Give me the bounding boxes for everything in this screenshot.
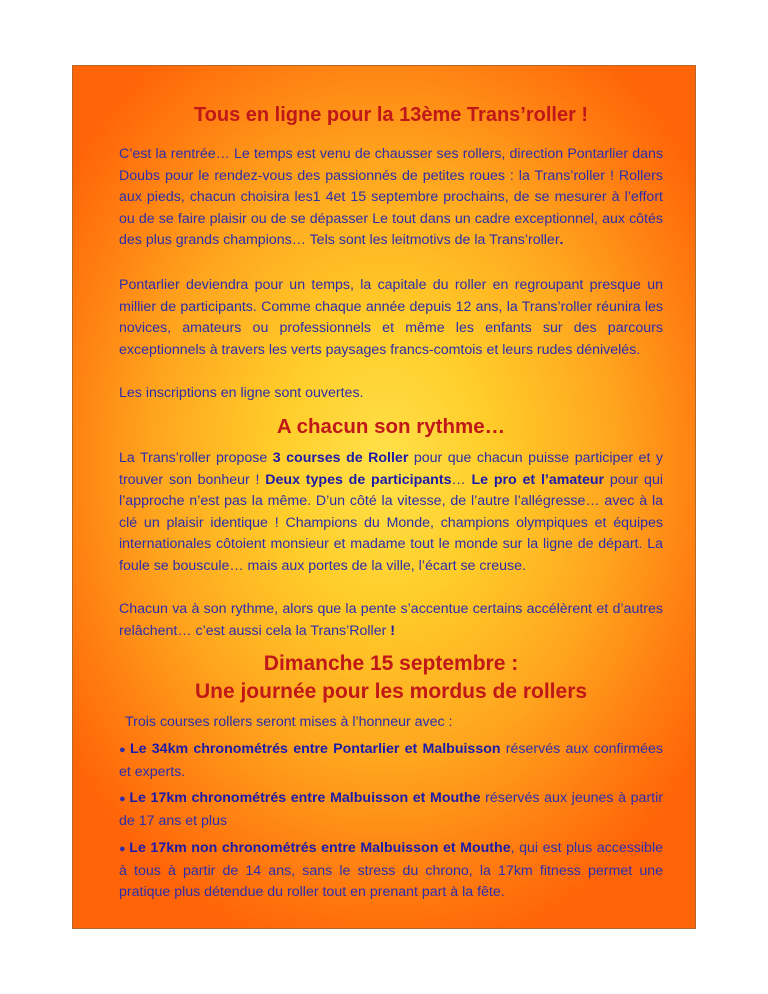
list-item-17km-chrono xyxy=(119,788,663,832)
list-item-17km-chrono-rest: réservés aux jeunes à partir de 17 ans et plus xyxy=(119,790,663,829)
list-item-17km-fitness-rest: , qui est plus accessible à tous à partir de 14 ans, sans le stress du chrono, la 17km fitness permet une pratique plus détendue du roller tout en prenant part à la fête. xyxy=(119,840,663,900)
bullet-icon: ● xyxy=(119,744,127,756)
paragraph-intro-end: . xyxy=(559,232,564,248)
flyer-panel xyxy=(72,65,696,929)
list-item-17km-fitness xyxy=(119,838,663,904)
list-item-17km-fitness-bold: Le 17km non chronométrés entre Malbuisson et Mouthe xyxy=(129,840,511,856)
title-dimanche-line1: Dimanche 15 septembre : xyxy=(263,652,519,675)
list-item-34km xyxy=(119,739,663,783)
title-dimanche-line2: Une journée pour les mordus de rollers xyxy=(194,680,588,703)
bullet-icon: ● xyxy=(119,843,127,855)
paragraph-rythme-text: Chacun va à son rythme, alors que la pente s’accentue certains accélèrent et d’autres relâchent… c’est aussi cela la Trans’Roller xyxy=(119,601,663,639)
paragraph-inscriptions: Les inscriptions en ligne sont ouvertes. xyxy=(119,385,364,401)
courses-bold-d: Deux types de participants xyxy=(265,471,452,488)
bullet-icon: ● xyxy=(119,793,127,805)
list-item-34km-rest: réservés aux confirmées et experts. xyxy=(119,741,663,780)
paragraph-intro-text: C’est la rentrée… Le temps est venu de chausser ses rollers, direction Pontarlier dans Doubs pour le rendez-vous des passionnés de petites roues : la Trans’roller ! Rollers aux pieds, chacun choisira les1 4et 15 septembre prochains, de se mesurer à l’effort ou de se faire plaisir ou de se dépasser Le tout dans un cadre exceptionnel, aux côtés des plus grands champions… Tels sont les leitmotivs de la Trans’roller xyxy=(119,146,663,248)
list-item-17km-chrono-bold: Le 17km chronométrés entre Malbuisson et Mouthe xyxy=(129,790,481,806)
title-main: Tous en ligne pour la 13ème Trans’roller ! xyxy=(193,104,589,126)
courses-bold-f: Le pro et l’amateur xyxy=(471,471,605,488)
courses-text-g: pour qui l’approche n’est pas la même. D’un côté la vitesse, de l’autre l’allégresse… avec à la clé un plaisir identique ! Champions du Monde, champions olympiques et équipes internationales côtoient monsieur et madame tout le monde sur la ligne de départ. La foule se bouscule… mais aux portes de la ville, l’écart se creuse. xyxy=(119,471,663,574)
courses-text-c: pour que chacun puisse participer et y trouver son bonheur ! xyxy=(119,450,663,488)
courses-bold-b: 3 courses de Roller xyxy=(272,450,409,466)
courses-text-a: La Trans’roller propose xyxy=(119,450,273,466)
paragraph-trois-courses: Trois courses rollers seront mises à l’honneur avec : xyxy=(125,714,453,730)
paragraph-rythme-end: ! xyxy=(390,622,395,639)
list-item-34km-bold: Le 34km chronométrés entre Pontarlier et Malbuisson xyxy=(129,741,501,757)
paragraph-courses xyxy=(119,448,663,577)
paragraph-rythme xyxy=(119,599,663,642)
courses-text-e: … xyxy=(451,471,472,488)
paragraph-intro xyxy=(119,144,663,252)
paragraph-pontarlier: Pontarlier deviendra pour un temps, la capitale du roller en regroupant presque un millier de participants. Comme chaque année depuis 12 ans, la Trans’roller réunira les novices, amateurs ou professionnels et même les enfants sur des parcours exceptionnels à travers les verts paysages francs-comtois et leurs rudes dénivelés. xyxy=(119,277,663,358)
title-dimanche xyxy=(119,650,663,706)
title-rythme: A chacun son rythme… xyxy=(276,415,506,438)
